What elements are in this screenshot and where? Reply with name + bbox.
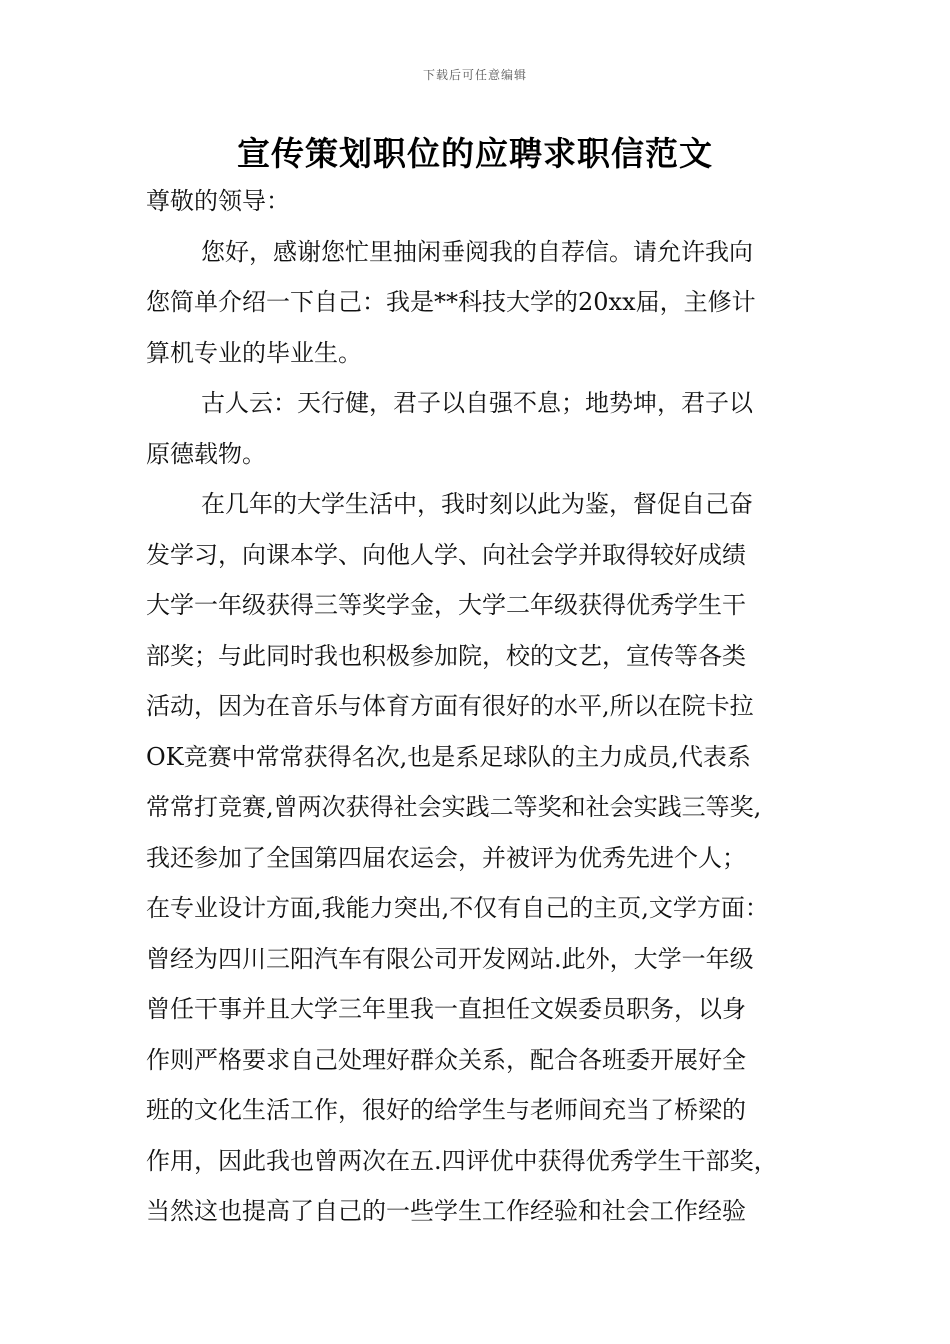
paragraph-line: 在专业设计方面,我能力突出,不仅有自己的主页,文学方面： [146, 894, 769, 922]
paragraph-line: 算机专业的毕业生。 [146, 338, 362, 367]
paragraph-line: 大学一年级获得三等奖学金，大学二年级获得优秀学生干 [146, 591, 746, 619]
paragraph-1 [146, 227, 810, 379]
document-title: 宣传策划职位的应聘求职信范文 [237, 134, 713, 173]
paragraph-line: 活动，因为在音乐与体育方面有很好的水平,所以在院卡拉 [146, 692, 754, 720]
paragraph-2 [146, 378, 810, 479]
paragraph-line: 我还参加了全国第四届农运会，并被评为优秀先进个人； [146, 843, 746, 872]
paragraph-line: 作则严格要求自己处理好群众关系，配合各班委开展好全 [146, 1045, 746, 1074]
header-note: 下载后可任意编辑 [422, 68, 527, 82]
paragraph-3 [146, 479, 810, 1237]
paragraph-line: 曾经为四川三阳汽车有限公司开发网站.此外，大学一年级 [146, 944, 754, 973]
paragraph-line: 您简单介绍一下自己：我是**科技大学的20xx届，主修计 [146, 288, 756, 316]
paragraph-line: OK竞赛中常常获得名次,也是系足球队的主力成员,代表系 [146, 742, 751, 771]
paragraph-line: 班的文化生活工作，很好的给学生与老师间充当了桥梁的 [146, 1096, 746, 1124]
paragraph-line: 在几年的大学生活中，我时刻以此为鉴，督促自己奋 [201, 490, 753, 518]
paragraph-line: 曾任干事并且大学三年里我一直担任文娱委员职务，以身 [146, 995, 746, 1023]
paragraph-line: 发学习，向课本学、向他人学、向社会学并取得较好成绩 [146, 540, 746, 569]
salutation: 尊敬的领导： [146, 187, 290, 215]
paragraph-line: 您好，感谢您忙里抽闲垂阅我的自荐信。请允许我向 [201, 237, 753, 266]
letter-body [146, 176, 810, 1237]
paragraph-line: 当然这也提高了自己的一些学生工作经验和社会工作经验 [146, 1197, 746, 1225]
paragraph-line: 古人云：天行健，君子以自强不息；地势坤，君子以 [201, 389, 753, 417]
paragraph-line: 部奖；与此同时我也积极参加院，校的文艺，宣传等各类 [146, 641, 746, 670]
paragraph-line: 常常打竞赛,曾两次获得社会实践二等奖和社会实践三等奖, [146, 793, 762, 821]
paragraph-line: 原德载物。 [146, 439, 266, 468]
paragraph-line: 作用，因此我也曾两次在五.四评优中获得优秀学生干部奖， [146, 1146, 778, 1175]
